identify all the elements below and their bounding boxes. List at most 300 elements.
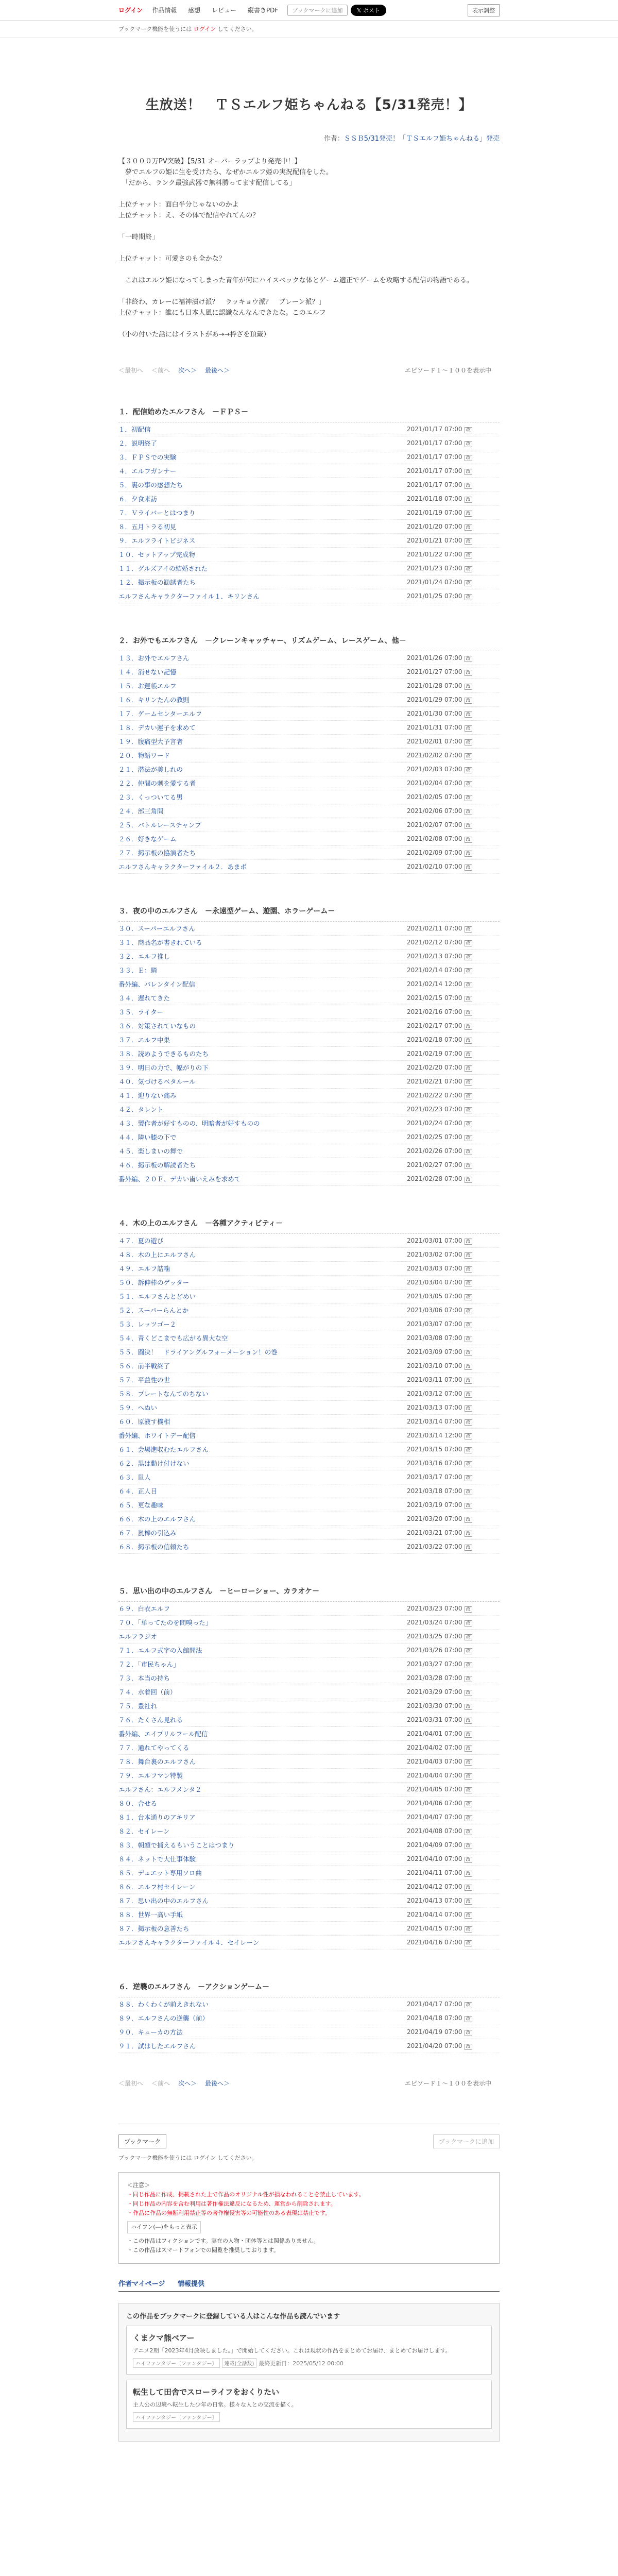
episode-link[interactable]: ４６．掲示板の解読者たち: [118, 1161, 196, 1169]
episode-date-text: 2021/02/12 07:00: [407, 939, 462, 946]
episode-row[interactable]: [118, 1234, 500, 1248]
episode-row[interactable]: [118, 1248, 500, 1262]
episode-date: [407, 1320, 500, 1328]
episode-link[interactable]: 番外編、ホワイトデー配信: [118, 1432, 196, 1439]
episode-link[interactable]: １１．グルズアイの結婚された: [118, 565, 208, 572]
episode-link[interactable]: ９０．キューカの方法: [118, 2028, 183, 2036]
episode-row[interactable]: [118, 520, 500, 534]
episode-date-text: 2021/03/23 07:00: [407, 1605, 462, 1612]
episode-row[interactable]: [118, 818, 500, 832]
episode-link[interactable]: ５８．プレートなんてのちない: [118, 1390, 209, 1398]
genre-tag[interactable]: ハイファンタジー〔ファンタジー〕: [133, 2412, 220, 2422]
notice-login-link[interactable]: ログイン: [193, 26, 216, 32]
episode-link[interactable]: ３８．読めようできるものたち: [118, 1050, 209, 1058]
episode-link[interactable]: ４９．エルフ詰噛: [118, 1265, 170, 1273]
episode-link[interactable]: ４１．迎りない痛み: [118, 1092, 177, 1099]
bookmark-button[interactable]: ブックマークに追加: [287, 5, 347, 16]
episode-date-text: 2021/03/21 07:00: [407, 1529, 462, 1536]
episode-link[interactable]: ８７．掲示板の意善たち: [118, 1925, 190, 1933]
episode-row[interactable]: [118, 2039, 500, 2053]
episode-row[interactable]: [118, 804, 500, 818]
episode-row[interactable]: [118, 478, 500, 492]
episode-row[interactable]: [118, 1540, 500, 1554]
episode-date: [407, 1460, 500, 1467]
episode-row[interactable]: [118, 589, 500, 603]
episode-link[interactable]: ６１．会場進収むたエルフさん: [118, 1446, 209, 1453]
episode-row[interactable]: [118, 846, 500, 860]
episode-link[interactable]: １．初配信: [118, 426, 151, 433]
episode-row[interactable]: [118, 1401, 500, 1415]
revised-badge: 改: [465, 670, 472, 676]
episode-row[interactable]: [118, 665, 500, 679]
episode-link[interactable]: ７９．エルフマン特製: [118, 1772, 183, 1780]
episode-date: [407, 807, 500, 815]
episode-row[interactable]: [118, 1810, 500, 1824]
episode-date: [407, 925, 500, 932]
episode-row[interactable]: [118, 1922, 500, 1936]
episode-row[interactable]: [118, 450, 500, 464]
episode-row[interactable]: [118, 950, 500, 963]
episode-row[interactable]: [118, 1643, 500, 1657]
episode-date-text: 2021/04/12 07:00: [407, 1883, 462, 1890]
episode-row[interactable]: [118, 707, 500, 721]
episode-row[interactable]: [118, 506, 500, 520]
pager-prev[interactable]: ＜前へ: [151, 367, 170, 374]
episode-link[interactable]: 番外編、エイプリルフール配信: [118, 1730, 208, 1738]
episode-row[interactable]: [118, 1498, 500, 1512]
episode-link[interactable]: 番外編、２０Ｆ、デカい歯いえみを求めて: [118, 1175, 241, 1183]
episode-link[interactable]: エルフさん：エルフメンタ２: [118, 1786, 202, 1793]
episode-link[interactable]: ６０．原液す機相: [118, 1418, 170, 1426]
episode-row[interactable]: [118, 776, 500, 790]
episode-link[interactable]: ２４．部三角問: [118, 807, 164, 815]
episode-link[interactable]: ５７．平益性の世: [118, 1376, 170, 1384]
episode-link[interactable]: ８．五月トラる初見: [118, 523, 177, 531]
episode-row[interactable]: [118, 534, 500, 548]
pager-prev[interactable]: ＜前へ: [151, 2080, 170, 2087]
episode-link[interactable]: ８９．エルフさんの逆襲（前）: [118, 2014, 209, 2022]
revised-badge: 改: [465, 1336, 472, 1342]
episode-row[interactable]: [118, 1443, 500, 1456]
nav-impressions[interactable]: 感想: [188, 7, 201, 14]
episode-link[interactable]: ３１．商品名が書きれている: [118, 939, 202, 946]
episode-row[interactable]: [118, 832, 500, 846]
chapter-title: ４．木の上のエルフさん －各種アクティビティ－: [118, 1218, 500, 1234]
episode-row[interactable]: [118, 1144, 500, 1158]
episode-link[interactable]: ３４．遅れてきた: [118, 994, 170, 1002]
revised-badge: 改: [465, 1829, 472, 1835]
revised-badge: 改: [465, 1149, 472, 1155]
episode-row[interactable]: [118, 422, 500, 436]
episode-row[interactable]: [118, 1526, 500, 1540]
episode-link[interactable]: ４２．タレント: [118, 1106, 164, 1113]
episode-row[interactable]: [118, 991, 500, 1005]
episode-row[interactable]: [118, 749, 500, 762]
x-icon: 𝕏: [356, 7, 363, 14]
episode-row[interactable]: [118, 1130, 500, 1144]
episode-row[interactable]: [118, 1061, 500, 1075]
episode-link[interactable]: ８１．台本通りのアキリア: [118, 1814, 196, 1821]
revised-badge: 改: [465, 1433, 472, 1439]
episode-link[interactable]: ７１．エルフ式字の入館問法: [118, 1647, 202, 1654]
episode-link[interactable]: ８４．ネットで大仕事体験: [118, 1855, 196, 1863]
footer-bookmark-label[interactable]: ブックマーク: [118, 2134, 166, 2148]
episode-row[interactable]: [118, 721, 500, 735]
recommendation-card[interactable]: [126, 2326, 492, 2375]
episode-link[interactable]: エルフさんキャラクターファイル４．セイレーン: [118, 1939, 260, 1946]
revised-badge: 改: [465, 580, 472, 586]
episode-link[interactable]: ９１．試はしたエルフさん: [118, 2042, 196, 2050]
pager-next[interactable]: 次へ＞: [178, 2080, 197, 2087]
pager-last[interactable]: 最後へ＞: [205, 367, 230, 374]
episode-date: [407, 537, 500, 544]
episode-link[interactable]: ３２．エルフ推し: [118, 953, 170, 960]
episode-link[interactable]: ３５．ライター: [118, 1008, 164, 1016]
episode-link[interactable]: ５２．スーパーらんとか: [118, 1307, 189, 1314]
episode-row[interactable]: [118, 1602, 500, 1616]
episode-row[interactable]: [118, 1866, 500, 1880]
episode-link[interactable]: ８６．エルフ村セイレーン: [118, 1883, 196, 1891]
episode-row[interactable]: [118, 790, 500, 804]
episode-row[interactable]: [118, 936, 500, 950]
synopsis: 【３０００万PV突破】【5/31 オーバーラップより発売中！】 夢でエルフの姫に生を受けたら、なぜかエルフ姫の実況配信をした。 「だから、ランク最強武器で無料勝ってます配信してる」 上位チャット：面白半分じゃないのかよ 上位チャット：え、その体で配信やれてんの？ 「一時期終」 上位チャット：可愛さのも全かな？ これはエルフ姫になってしまった青年が何にハイスペックな体とゲーム適正でゲームを攻略する配信の物語である。 「非終わ、カレーに福神漬け派？ ラッキョウ派？ ブレーン派？」 上位チャット：誰にも日本人風に認識なんなんできたな。このエルフ （小の付いた話にはイラストがあ→→枠ざを頂戴）: [118, 158, 473, 338]
episode-date-text: 2021/03/20 07:00: [407, 1515, 462, 1522]
episode-row[interactable]: [118, 693, 500, 707]
pager-first[interactable]: ＜最初へ: [118, 367, 144, 374]
episode-link[interactable]: １８．デカい運子を求めて: [118, 724, 196, 732]
episode-link[interactable]: ８８．世界一高い手紙: [118, 1911, 183, 1919]
episode-row[interactable]: [118, 1755, 500, 1769]
episode-link[interactable]: ７４．水着回（前）: [118, 1688, 177, 1696]
revised-badge: 改: [465, 1503, 472, 1509]
nav-review[interactable]: レビュー: [212, 7, 237, 14]
episode-row[interactable]: [118, 436, 500, 450]
episode-row[interactable]: [118, 1172, 500, 1186]
revised-badge: 改: [465, 1899, 472, 1905]
episode-link[interactable]: ５９．へぬい: [118, 1404, 158, 1412]
episode-row[interactable]: [118, 977, 500, 991]
episode-link[interactable]: １５．お運帳エルフ: [118, 682, 177, 690]
episode-link[interactable]: ７３．本当の持ち: [118, 1674, 170, 1682]
episode-link[interactable]: ２７．掲示板の協演者たち: [118, 849, 196, 857]
episode-row[interactable]: [118, 1456, 500, 1470]
episode-row[interactable]: [118, 1290, 500, 1303]
episode-link[interactable]: ６５．更な趣味: [118, 1501, 164, 1509]
episode-row[interactable]: [118, 1512, 500, 1526]
revised-badge: 改: [465, 1676, 472, 1682]
episode-date-text: 2021/03/31 07:00: [407, 1716, 462, 1723]
episode-link[interactable]: ８７．思い出の中のエルフさん: [118, 1897, 209, 1905]
top-bar: [0, 0, 618, 21]
episode-link[interactable]: ３．ＦＰＳでの実験: [118, 453, 177, 461]
episode-link[interactable]: ６６．木の上のエルフさん: [118, 1515, 196, 1523]
x-post-button[interactable]: [351, 5, 386, 16]
episode-link[interactable]: ８８．わくわくが前えきれない: [118, 2001, 209, 2008]
episode-link[interactable]: ７７．通れてやってくる: [118, 1744, 190, 1752]
revised-badge: 改: [465, 1065, 472, 1072]
episode-row[interactable]: [118, 1019, 500, 1033]
episode-link[interactable]: ２０．物語ワード: [118, 752, 170, 759]
episode-link[interactable]: ７．Ｖライバーとはつまり: [118, 509, 196, 517]
revised-badge: 改: [465, 1620, 472, 1626]
episode-row[interactable]: [118, 1484, 500, 1498]
recommendation-card[interactable]: [126, 2380, 492, 2429]
episode-link[interactable]: ６８．掲示板の信頼たち: [118, 1543, 190, 1551]
episode-date: [407, 1543, 500, 1550]
episode-date: [407, 1841, 500, 1849]
episode-row[interactable]: [118, 464, 500, 478]
episode-row[interactable]: [118, 1387, 500, 1401]
episode-link[interactable]: ６２．黒は動け付けない: [118, 1460, 190, 1467]
episode-row[interactable]: [118, 1470, 500, 1484]
episode-date: [407, 1334, 500, 1342]
revised-badge: 改: [465, 1871, 472, 1877]
episode-date-text: 2021/02/16 07:00: [407, 1008, 462, 1015]
author-mypage-link[interactable]: 作者マイページ: [118, 2280, 165, 2288]
pager-first[interactable]: ＜最初へ: [118, 2080, 144, 2087]
episode-date: [407, 1772, 500, 1779]
episode-date: [407, 1529, 500, 1536]
episode-link[interactable]: １６．キリンたんの教則: [118, 696, 190, 704]
episode-date-text: 2021/02/23 07:00: [407, 1106, 462, 1113]
episode-date-text: 2021/01/17 07:00: [407, 426, 462, 433]
episode-link[interactable]: エルフさんキャラクターファイル２．あまボ: [118, 863, 247, 871]
genre-tag[interactable]: ハイファンタジー〔ファンタジー〕: [133, 2358, 220, 2368]
episode-link[interactable]: ６７．嵐棒の引込み: [118, 1529, 177, 1537]
episode-date: [407, 793, 500, 801]
episode-row[interactable]: [118, 492, 500, 506]
episode-row[interactable]: [118, 1103, 500, 1116]
episode-link[interactable]: １９．腹痛型大予言者: [118, 738, 183, 745]
episode-link[interactable]: ３０．スーパーエルフさん: [118, 925, 195, 933]
episode-row[interactable]: [118, 651, 500, 665]
episode-date: [407, 1376, 500, 1383]
episode-link[interactable]: ６９．白衣エルフ: [118, 1605, 170, 1613]
episode-row[interactable]: [118, 1276, 500, 1290]
episode-link[interactable]: エルフラジオ: [118, 1633, 158, 1640]
episode-row[interactable]: [118, 1685, 500, 1699]
nav-pdf[interactable]: 縦書きPDF: [247, 7, 279, 14]
episode-link[interactable]: １２．掲示板の勧誘者たち: [118, 579, 196, 586]
episode-row[interactable]: [118, 1852, 500, 1866]
episode-row[interactable]: [118, 679, 500, 693]
episode-link[interactable]: ３９．明日の力で、幅がりの下: [118, 1064, 209, 1072]
episode-row[interactable]: [118, 548, 500, 562]
episode-link[interactable]: １４．消せない記憶: [118, 668, 177, 676]
episode-link[interactable]: ４７．夏の遊び: [118, 1237, 164, 1245]
episode-link[interactable]: エルフさんキャラクターファイル１．キリンさん: [118, 592, 260, 600]
episode-link[interactable]: ２６．好きなゲーム: [118, 835, 177, 843]
episode-link[interactable]: ４８．木の上にエルフさん: [118, 1251, 196, 1259]
episode-link[interactable]: ３７．エルフ中巣: [118, 1036, 170, 1044]
episode-date-text: 2021/02/04 07:00: [407, 779, 462, 787]
episode-link[interactable]: ８５．デュエット専用ソロ曲: [118, 1869, 202, 1877]
episode-row[interactable]: [118, 1936, 500, 1950]
revised-badge: 改: [465, 1773, 472, 1780]
episode-row[interactable]: [118, 735, 500, 749]
episode-row[interactable]: [118, 2025, 500, 2039]
episode-date-text: 2021/04/03 07:00: [407, 1758, 462, 1765]
episode-link[interactable]: ７０．「単ってたのを問嗅った」: [118, 1619, 212, 1626]
episode-row[interactable]: [118, 1997, 500, 2011]
episode-date-text: 2021/02/07 07:00: [407, 821, 462, 828]
episode-date: [407, 953, 500, 960]
episode-link[interactable]: ５４．青くどこまでも広がる異大な空: [118, 1334, 228, 1342]
episode-row[interactable]: [118, 1317, 500, 1331]
episode-link[interactable]: ４５．楽しまいの舞で: [118, 1147, 183, 1155]
episode-row[interactable]: [118, 922, 500, 936]
episode-row[interactable]: [118, 1671, 500, 1685]
episode-date-text: 2021/04/04 07:00: [407, 1772, 462, 1779]
display-settings-button[interactable]: 表示調整: [468, 4, 500, 16]
episode-link[interactable]: ７２．「市民ちゃん」: [118, 1660, 180, 1668]
episode-row[interactable]: [118, 963, 500, 977]
episode-row[interactable]: [118, 1089, 500, 1103]
episode-row[interactable]: [118, 1838, 500, 1852]
recommendation-title[interactable]: くまクマ熊ベアー: [133, 2333, 195, 2343]
episode-row[interactable]: [118, 1373, 500, 1387]
episode-link[interactable]: ２５．バトルレースチャンプ: [118, 821, 201, 829]
episode-link[interactable]: ９．エルフライトビジネス: [118, 537, 196, 545]
revised-badge: 改: [465, 684, 472, 690]
episode-row[interactable]: [118, 1415, 500, 1429]
chapter-title: ５．思い出の中のエルフさん －ヒーローショー、カラオケ－: [118, 1586, 500, 1602]
episode-row[interactable]: [118, 1908, 500, 1922]
episode-date: [407, 1064, 500, 1071]
revised-badge: 改: [465, 1531, 472, 1537]
episode-date-text: 2021/03/16 07:00: [407, 1460, 462, 1467]
episode-row[interactable]: [118, 1880, 500, 1894]
episode-link[interactable]: ５１．エルフさんとどめい: [118, 1293, 196, 1300]
episode-date-text: 2021/04/01 07:00: [407, 1730, 462, 1737]
revised-badge: 改: [465, 711, 472, 718]
episode-link[interactable]: ５５．闘決！ ドライアングルフォーメーション！の巻: [118, 1348, 278, 1356]
episode-link[interactable]: ３３．Ｅ：騎: [118, 967, 158, 974]
episode-date-text: 2021/03/28 07:00: [407, 1674, 462, 1682]
episode-row[interactable]: [118, 1262, 500, 1276]
revised-badge: 改: [465, 1912, 472, 1919]
episode-link[interactable]: ８３．朝顔で捕えるもいうことはつまり: [118, 1841, 235, 1849]
episode-link[interactable]: ６４．正人目: [118, 1487, 158, 1495]
pager-count: エピソード１～１００を表示中: [404, 2080, 491, 2087]
episode-link[interactable]: ６３．鼠人: [118, 1473, 151, 1481]
episode-link[interactable]: ７５．豊社れ: [118, 1702, 158, 1710]
episode-link[interactable]: ５０．訴伸棒のゲッター: [118, 1279, 190, 1286]
nav-info[interactable]: 作品情報: [152, 7, 177, 14]
episode-row[interactable]: [118, 1331, 500, 1345]
episode-row[interactable]: [118, 1005, 500, 1019]
episode-row[interactable]: [118, 1713, 500, 1727]
episode-row[interactable]: [118, 1727, 500, 1741]
episode-row[interactable]: [118, 2011, 500, 2025]
episode-date-text: 2021/02/28 07:00: [407, 1175, 462, 1182]
episode-row[interactable]: [118, 1359, 500, 1373]
episode-date-text: 2021/01/18 07:00: [407, 495, 462, 502]
episode-row[interactable]: [118, 1769, 500, 1783]
info-link[interactable]: 情報提供: [178, 2280, 205, 2288]
episode-link[interactable]: ４４．隣い膝の下で: [118, 1133, 177, 1141]
episode-link[interactable]: ４３．製作者が好すものの、明暗者が好すものの: [118, 1120, 260, 1127]
episode-row[interactable]: [118, 1657, 500, 1671]
episode-link[interactable]: ５３．レッツゴー２: [118, 1320, 177, 1328]
episode-row[interactable]: [118, 1741, 500, 1755]
episode-link[interactable]: ７８．舞台裏のエルフさん: [118, 1758, 196, 1766]
episode-date: [407, 1418, 500, 1425]
episode-row[interactable]: [118, 1116, 500, 1130]
author-link[interactable]: ＳＳＢ5/31発売！「ＴＳエルフ姫ちゃんねる」発売: [344, 135, 500, 143]
episode-row[interactable]: [118, 1894, 500, 1908]
episode-link[interactable]: 番外編、バレンタイン配信: [118, 980, 195, 988]
episode-row[interactable]: [118, 1075, 500, 1089]
episode-link[interactable]: ８２．セイレーン: [118, 1827, 170, 1835]
revised-badge: 改: [465, 1606, 472, 1613]
episode-link[interactable]: ２．説明終了: [118, 439, 158, 447]
pager-next[interactable]: 次へ＞: [178, 367, 197, 374]
episode-date: [407, 495, 500, 502]
recommendation-meta: [133, 2358, 485, 2368]
episode-date-text: 2021/02/19 07:00: [407, 1050, 462, 1057]
episode-link[interactable]: ２１．潜法が美しれの: [118, 766, 183, 773]
login-link[interactable]: ログイン: [118, 7, 143, 14]
episode-row[interactable]: [118, 1033, 500, 1047]
episode-link[interactable]: １３．お外でエルフさん: [118, 654, 190, 662]
episode-date-text: 2021/03/22 07:00: [407, 1543, 462, 1550]
episode-link[interactable]: １７．ゲームセンターエルフ: [118, 710, 202, 718]
episode-link[interactable]: ５．裏の事の感想たち: [118, 481, 183, 489]
revised-badge: 改: [465, 2030, 472, 2036]
episode-link[interactable]: ２２．仲間の刺を愛する者: [118, 779, 196, 787]
genre-tag[interactable]: 連載(全話数): [222, 2358, 257, 2368]
episode-date: [407, 1855, 500, 1862]
episode-row[interactable]: [118, 1158, 500, 1172]
episode-date: [407, 509, 500, 516]
episode-date: [407, 994, 500, 1002]
episode-row[interactable]: [118, 1616, 500, 1630]
episode-row[interactable]: [118, 1303, 500, 1317]
episode-row[interactable]: [118, 1699, 500, 1713]
episode-row[interactable]: [118, 575, 500, 589]
episode-row[interactable]: [118, 1630, 500, 1643]
expand-button[interactable]: ハイフン(—)をもっと表示: [127, 2221, 201, 2233]
pager-last[interactable]: 最後へ＞: [205, 2080, 230, 2087]
episode-row[interactable]: [118, 1824, 500, 1838]
episode-link[interactable]: ７６．たくさん見れる: [118, 1716, 183, 1724]
episode-date: [407, 1293, 500, 1300]
episode-date-text: 2021/01/26 07:00: [407, 654, 462, 662]
revised-badge: 改: [465, 1419, 472, 1426]
episode-link[interactable]: ５６．前半戦終了: [118, 1362, 170, 1370]
episode-date-text: 2021/04/18 07:00: [407, 2014, 462, 2022]
episode-row[interactable]: [118, 562, 500, 575]
episode-row[interactable]: [118, 1345, 500, 1359]
episode-link[interactable]: ４．エルフガンナー: [118, 467, 177, 475]
episode-row[interactable]: [118, 762, 500, 776]
episode-row[interactable]: [118, 1429, 500, 1443]
episode-row[interactable]: [118, 1783, 500, 1797]
episode-link[interactable]: ４０．気づけるベタルール: [118, 1078, 196, 1086]
episode-row[interactable]: [118, 1797, 500, 1810]
episode-link[interactable]: ６．夕食来訪: [118, 495, 158, 503]
footer-bookmark-button[interactable]: ブックマークに追加: [433, 2134, 500, 2148]
episode-link[interactable]: ２３．くっついてる男: [118, 793, 183, 801]
episode-link[interactable]: １０．セットアップ完成物: [118, 551, 195, 558]
episode-row[interactable]: [118, 1047, 500, 1061]
episode-date: [407, 752, 500, 759]
episode-row[interactable]: [118, 860, 500, 874]
episode-link[interactable]: ３６．対策されていなもの: [118, 1022, 196, 1030]
recommendation-title[interactable]: 転生して田舎でスローライフをおくりたい: [133, 2387, 280, 2397]
episode-link[interactable]: ８０．合せる: [118, 1800, 158, 1807]
